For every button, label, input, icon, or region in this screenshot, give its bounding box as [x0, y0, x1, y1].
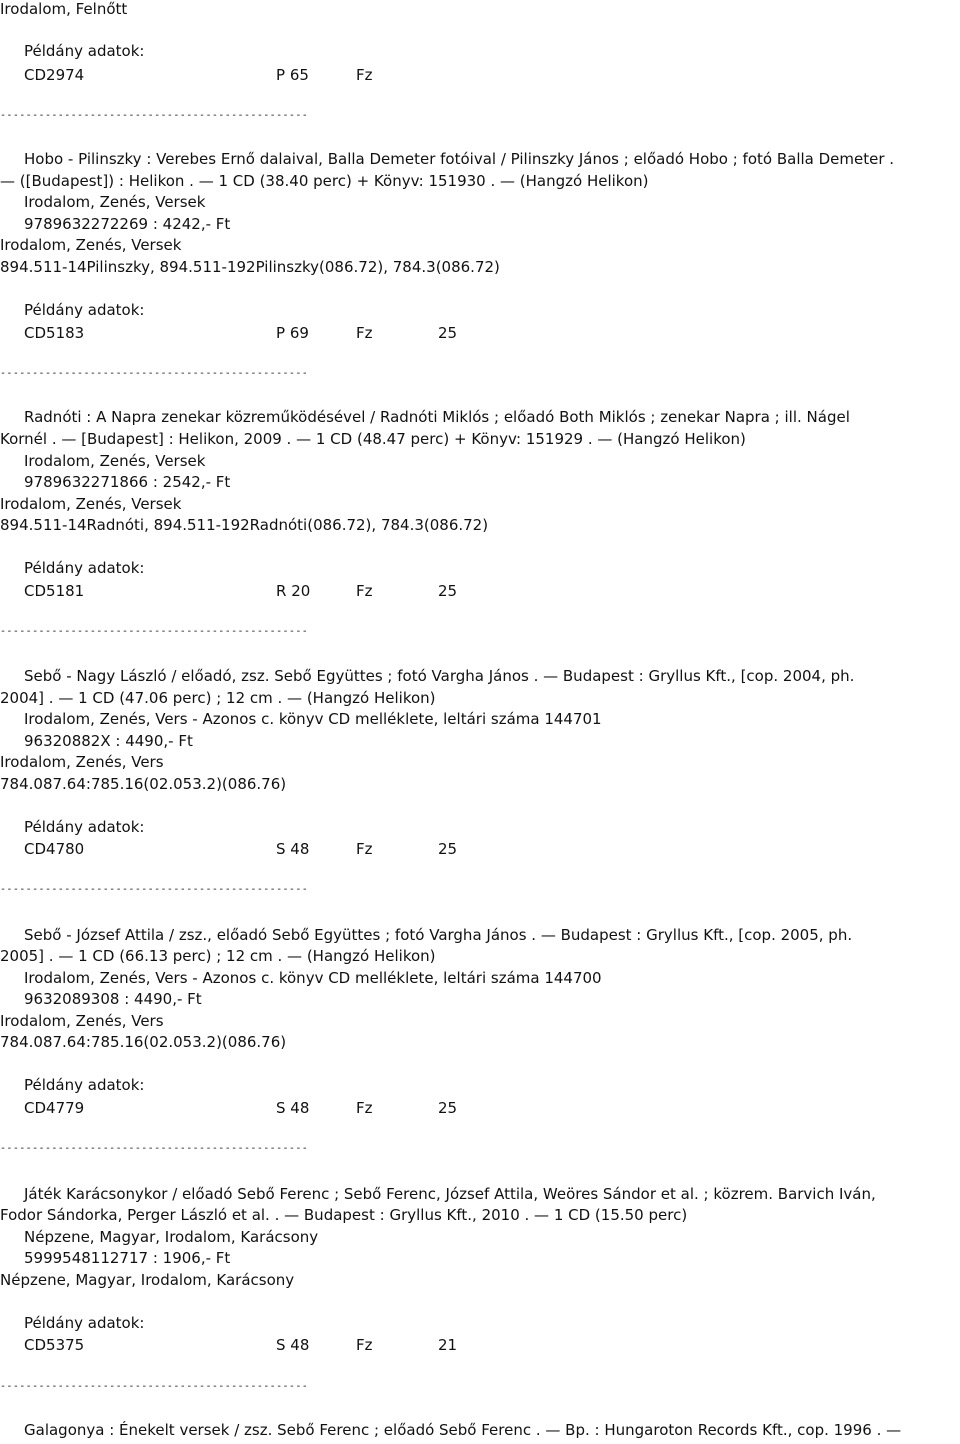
record-description-cont: 2004] . — 1 CD (47.06 perc) ; 12 cm . — (Hangzó Helikon): [0, 689, 436, 707]
copy-heading: Példány adatok:: [24, 1314, 145, 1332]
separator: ------------------------------------------------: [0, 626, 309, 637]
record-description-cont: Fodor Sándorka, Perger László et al. . — Budapest : Gryllus Kft., 2010 . — 1 CD (15.50 perc): [0, 1206, 688, 1224]
copy-id: CD4780: [24, 840, 85, 858]
copy-count: 25: [438, 582, 458, 600]
subject-line: Irodalom, Zenés, Versek: [24, 193, 206, 211]
copy-heading: Példány adatok:: [24, 559, 145, 577]
copy-location: Fz: [356, 1099, 373, 1117]
copy-location: Fz: [356, 324, 373, 342]
record-description: Hobo - Pilinszky : Verebes Ernő dalaival, Balla Demeter fotóival / Pilinszky János ; előadó Hobo ; fotó Balla Demeter .: [24, 150, 895, 168]
copy-count: 25: [438, 324, 458, 342]
copy-shelf: S 48: [276, 840, 310, 858]
subject-line: Irodalom, Felnőtt: [0, 0, 128, 18]
copy-shelf: P 65: [276, 66, 309, 84]
subject-line: Irodalom, Zenés, Vers: [0, 1012, 164, 1030]
copy-id: CD4779: [24, 1099, 85, 1117]
separator: ------------------------------------------------: [0, 884, 309, 895]
record-description: Galagonya : Énekelt versek / zsz. Sebő Ferenc ; előadó Sebő Ferenc . — Bp. : Hungaroton Records Kft., cop. 1996 . —: [24, 1421, 902, 1439]
isbn-price: 9789632271866 : 2542,- Ft: [24, 473, 231, 491]
subject-line: Népzene, Magyar, Irodalom, Karácsony: [0, 1271, 295, 1289]
record-description: Sebő - József Attila / zsz., előadó Sebő Együttes ; fotó Vargha János . — Budapest : Gryllus Kft., [cop. 2005, ph.: [24, 926, 853, 944]
classification: 894.511-14Radnóti, 894.511-192Radnóti(086.72), 784.3(086.72): [0, 516, 489, 534]
isbn-price: 9789632272269 : 4242,- Ft: [24, 215, 231, 233]
subject-line: Irodalom, Zenés, Versek: [24, 452, 206, 470]
record-description: Játék Karácsonykor / előadó Sebő Ferenc ; Sebő Ferenc, József Attila, Weöres Sándor et al. ; közrem. Barvich Iván,: [24, 1185, 876, 1203]
subject-line: Irodalom, Zenés, Versek: [0, 495, 182, 513]
subject-line: Irodalom, Zenés, Vers: [0, 753, 164, 771]
subject-line: Irodalom, Zenés, Vers - Azonos c. könyv CD melléklete, leltári száma 144701: [24, 710, 602, 728]
record-description: Radnóti : A Napra zenekar közreműködésével / Radnóti Miklós ; előadó Both Miklós ; zenekar Napra ; ill. Nágel: [24, 408, 850, 426]
copy-count: 25: [438, 840, 458, 858]
copy-shelf: S 48: [276, 1099, 310, 1117]
record-description-cont: 2005] . — 1 CD (66.13 perc) ; 12 cm . — (Hangzó Helikon): [0, 947, 436, 965]
copy-count: 25: [438, 1099, 458, 1117]
record-description: Sebő - Nagy László / előadó, zsz. Sebő Együttes ; fotó Vargha János . — Budapest : Gryllus Kft., [cop. 2004, ph.: [24, 667, 855, 685]
separator: ------------------------------------------------: [0, 1143, 309, 1154]
copy-id: CD5181: [24, 582, 85, 600]
copy-count: 21: [438, 1336, 458, 1354]
copy-shelf: S 48: [276, 1336, 310, 1354]
copy-location: Fz: [356, 66, 373, 84]
copy-id: CD5183: [24, 324, 85, 342]
classification: 784.087.64:785.16(02.053.2)(086.76): [0, 1033, 287, 1051]
copy-id: CD5375: [24, 1336, 85, 1354]
subject-line: Irodalom, Zenés, Vers - Azonos c. könyv CD melléklete, leltári száma 144700: [24, 969, 602, 987]
classification: 784.087.64:785.16(02.053.2)(086.76): [0, 775, 287, 793]
separator: ------------------------------------------------: [0, 368, 309, 379]
isbn-price: 9632089308 : 4490,- Ft: [24, 990, 202, 1008]
subject-line: Irodalom, Zenés, Versek: [0, 236, 182, 254]
isbn-price: 96320882X : 4490,- Ft: [24, 732, 193, 750]
record-description-cont: — ([Budapest]) : Helikon . — 1 CD (38.40 perc) + Könyv: 151930 . — (Hangzó Helikon): [0, 172, 649, 190]
copy-heading: Példány adatok:: [24, 1076, 145, 1094]
copy-shelf: R 20: [276, 582, 311, 600]
copy-location: Fz: [356, 1336, 373, 1354]
separator: ------------------------------------------------: [0, 1381, 309, 1392]
isbn-price: 5999548112717 : 1906,- Ft: [24, 1249, 231, 1267]
copy-location: Fz: [356, 840, 373, 858]
separator: ------------------------------------------------: [0, 110, 309, 121]
record-description-cont: Kornél . — [Budapest] : Helikon, 2009 . — 1 CD (48.47 perc) + Könyv: 151929 . — (Hangzó Helikon): [0, 430, 746, 448]
subject-line: Népzene, Magyar, Irodalom, Karácsony: [24, 1228, 319, 1246]
copy-heading: Példány adatok:: [24, 301, 145, 319]
copy-heading: Példány adatok:: [24, 818, 145, 836]
copy-id: CD2974: [24, 66, 85, 84]
copy-shelf: P 69: [276, 324, 309, 342]
copy-heading: Példány adatok:: [24, 42, 145, 60]
classification: 894.511-14Pilinszky, 894.511-192Pilinszky(086.72), 784.3(086.72): [0, 258, 500, 276]
copy-location: Fz: [356, 582, 373, 600]
